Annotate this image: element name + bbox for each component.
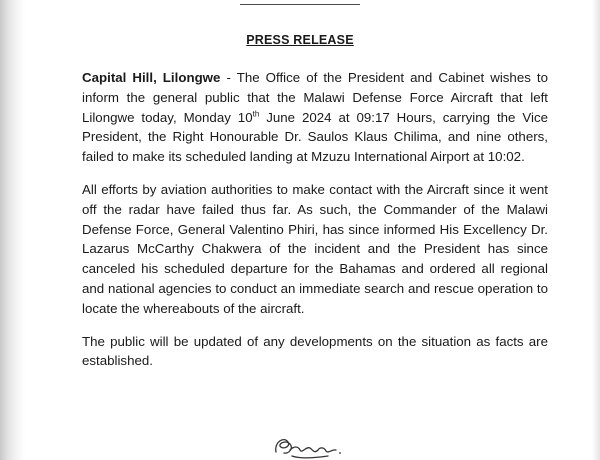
paragraph-2: All efforts by aviation authorities to make contact with the Aircraft since it went off the radar have failed thus far. As such, the Commander of the Malawi Defense Force, General Valentino Phiri, has since informed His Excellency Dr. Lazarus McCarthy Chakwera of the incident and the President has since canceled his scheduled departure for the Bahamas and ordered all regional and national agencies to conduct an immediate search and rescue operation to locate the whereabouts of the aircraft. — [82, 181, 548, 316]
document-title: PRESS RELEASE — [246, 33, 354, 47]
paragraph-1-text-b: June 2024 at 09:17 Hours, carrying the Vice President, the Right Honourable Dr. Saulos Klaus Chilima, and nine others, failed to make its scheduled landing at Mzuzu International Airport at 10:02. — [82, 109, 548, 165]
dateline-place: Capital Hill, Lilongwe — [82, 70, 221, 85]
letterhead-fragment — [240, 0, 360, 5]
paragraph-1 — [82, 68, 548, 167]
document-body — [82, 68, 548, 384]
paragraph-1-text-a: - The Office of the President and Cabinet wishes to inform the general public that the Malawi Defense Force Aircraft that left Lilongwe today, Monday 10 — [82, 70, 549, 125]
paragraph-3: The public will be updated of any developments on the situation as facts are established. — [82, 333, 548, 369]
page-edge-shadow — [0, 0, 26, 460]
page-edge-shadow-right — [592, 0, 600, 460]
date-ordinal-suffix: th — [252, 109, 260, 119]
handwritten-signature — [270, 432, 350, 460]
